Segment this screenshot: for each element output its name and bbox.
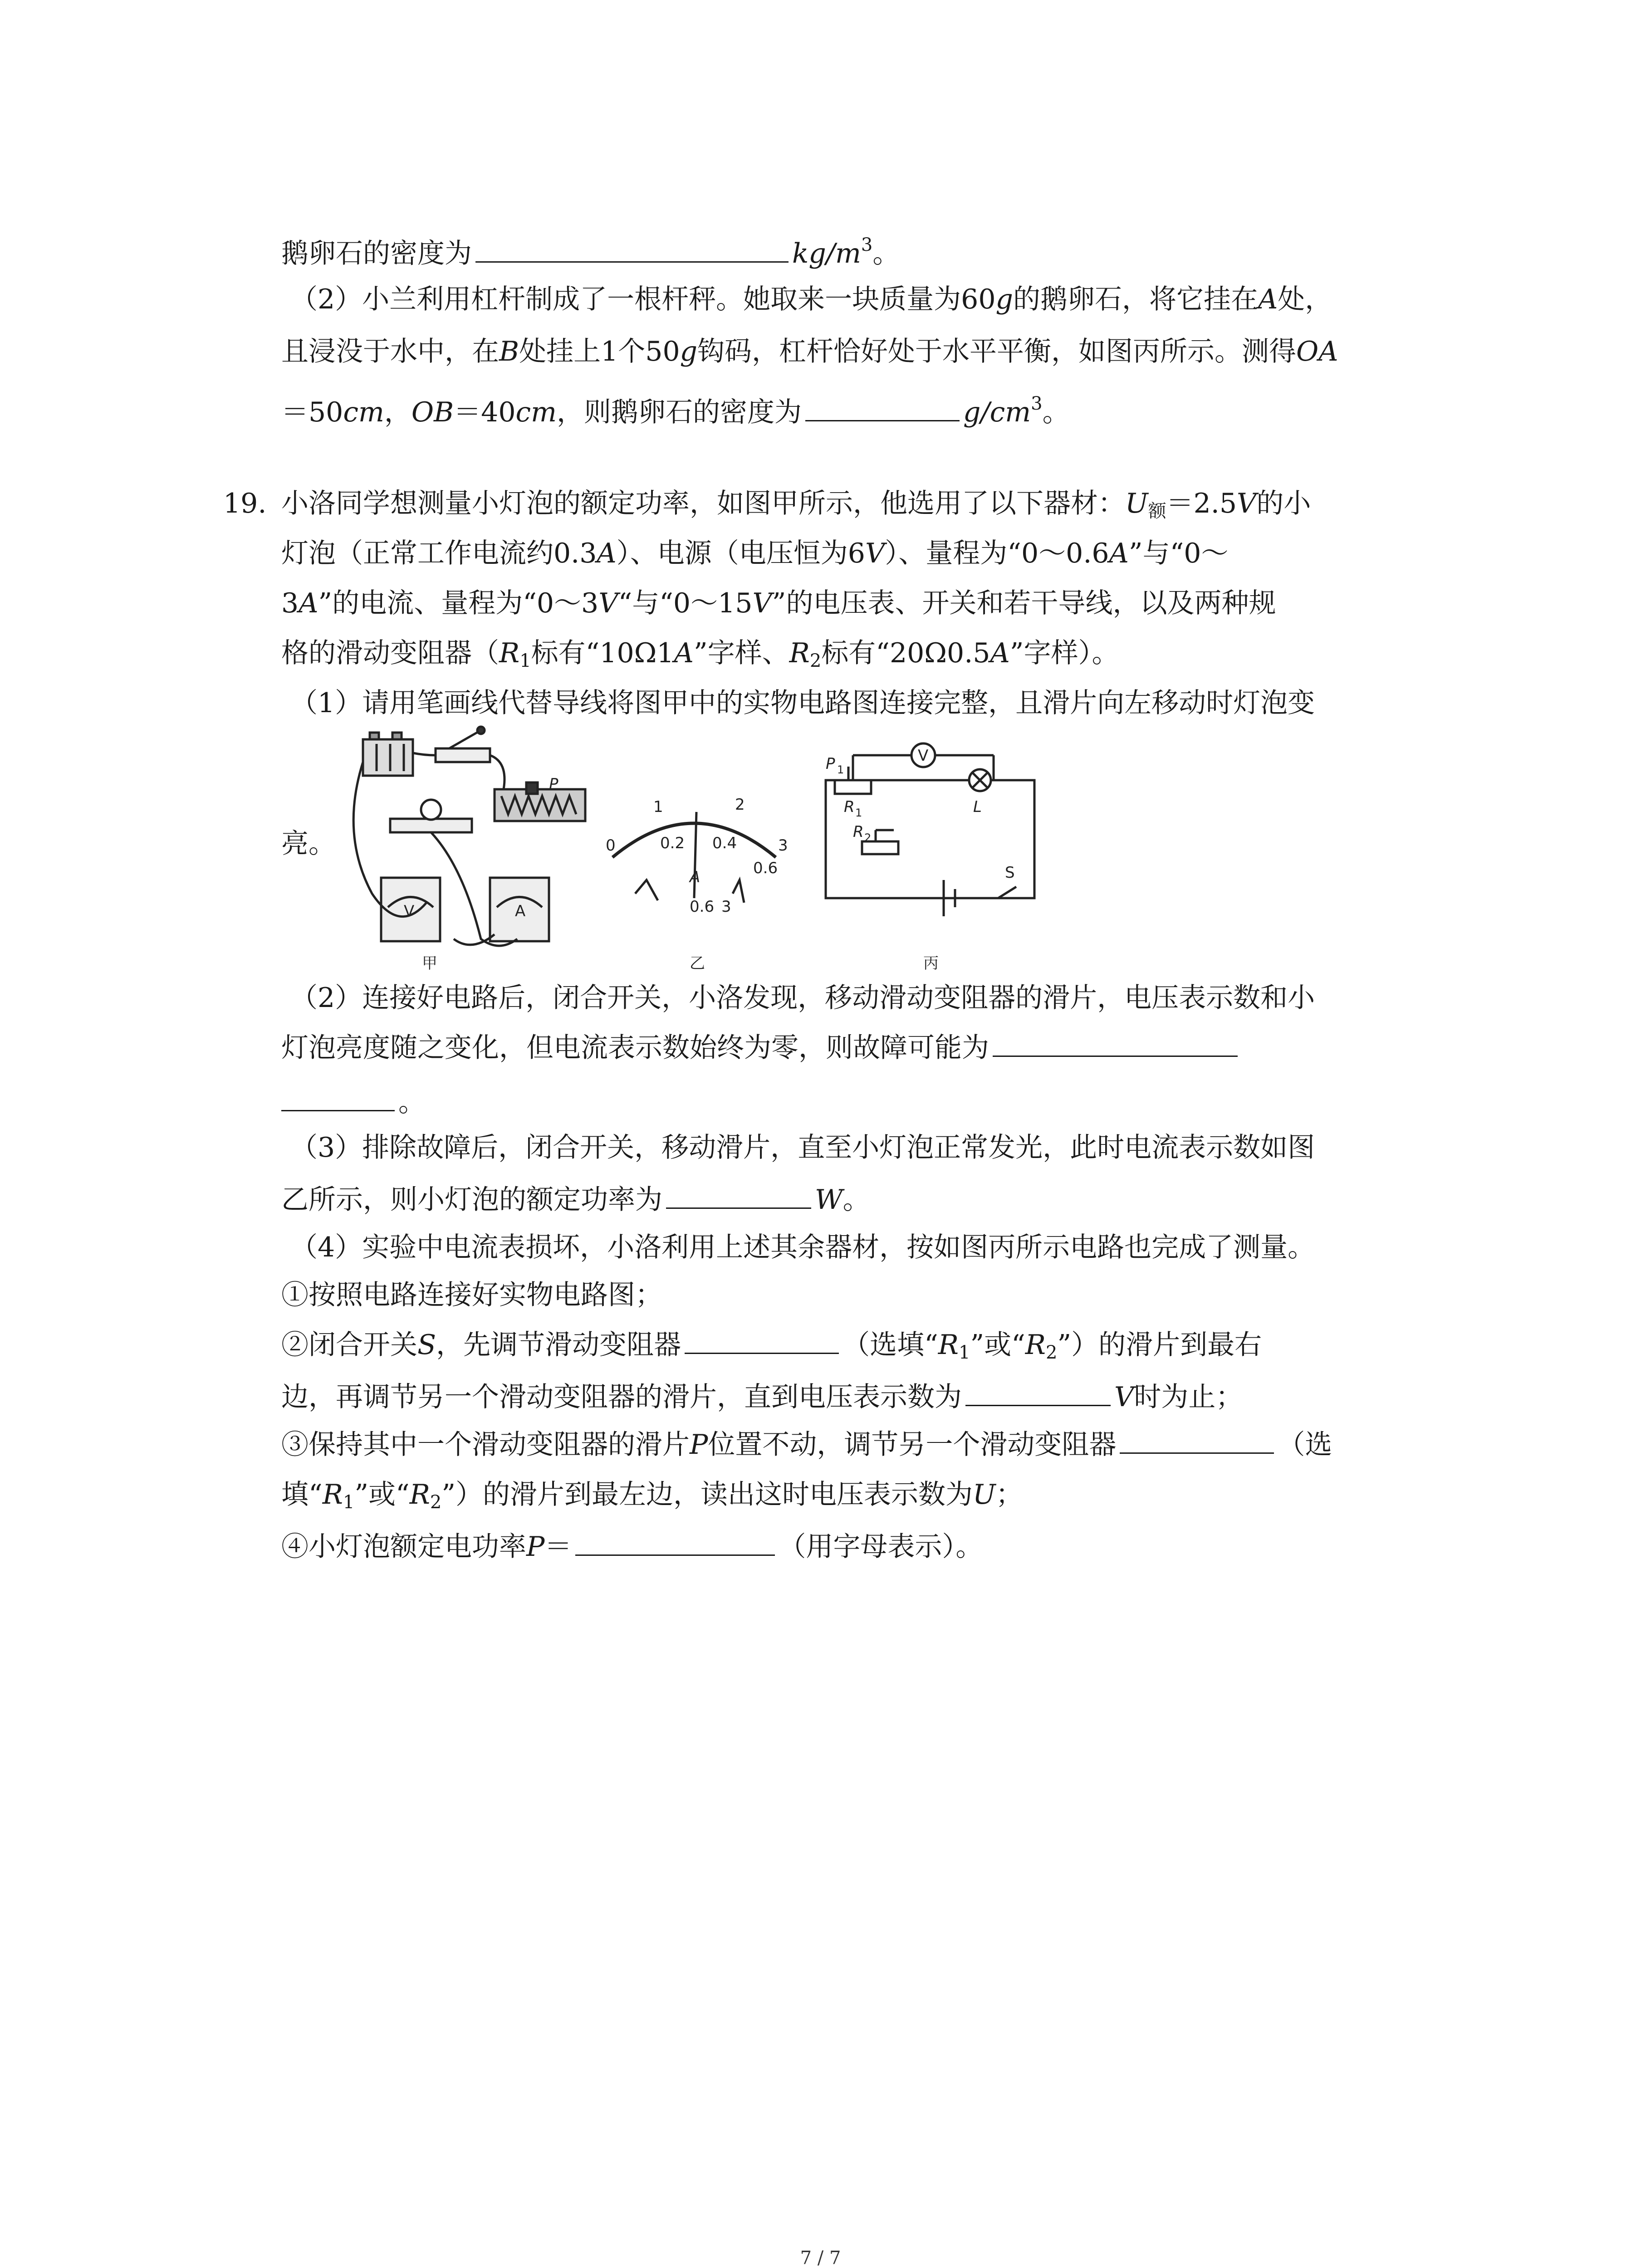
text: 钩码，杠杆恰好处于水平平衡，如图丙所示。测得 bbox=[697, 336, 1297, 367]
figure-label-bing: 丙 bbox=[923, 954, 939, 973]
symbol: OB bbox=[411, 396, 454, 428]
circuit-label: L bbox=[973, 798, 982, 816]
text-line-15 bbox=[281, 1182, 870, 1218]
text-line-21 bbox=[281, 1476, 1023, 1520]
unit: V bbox=[598, 587, 618, 619]
text: ）、电源（电压恒为6 bbox=[616, 538, 865, 569]
unit: V bbox=[752, 587, 772, 619]
meter-tick: 1 bbox=[653, 798, 663, 816]
text-line-20 bbox=[281, 1427, 1332, 1463]
text: 灯泡（正常工作电流约0.3 bbox=[281, 538, 597, 569]
symbol: P bbox=[526, 1531, 545, 1563]
voltmeter-letter: V bbox=[404, 902, 415, 920]
text: 。 bbox=[398, 1086, 426, 1118]
text-line-10: 亮。 bbox=[281, 828, 336, 860]
text-line-5 bbox=[281, 485, 1311, 529]
unit: A bbox=[674, 637, 694, 669]
bulb-icon bbox=[390, 800, 472, 832]
superscript: 3 bbox=[861, 235, 873, 255]
meter-tick: 0.2 bbox=[660, 834, 685, 852]
text: 位置不动，调节另一个滑动变阻器 bbox=[708, 1429, 1117, 1461]
text-line-13 bbox=[281, 1084, 426, 1120]
superscript: 3 bbox=[1031, 393, 1043, 414]
answer-blank[interactable] bbox=[805, 395, 960, 421]
symbol: P bbox=[690, 1429, 708, 1461]
symbol: U bbox=[973, 1479, 996, 1510]
switch-icon bbox=[436, 727, 490, 762]
text: ”的电压表、开关和若干导线，以及两种规 bbox=[772, 587, 1276, 619]
text: 的鹅卵石，将它挂在 bbox=[1013, 284, 1258, 315]
text: 乙所示，则小灯泡的额定功率为 bbox=[281, 1184, 662, 1216]
meter-tick: 3 bbox=[778, 836, 788, 855]
text-line-14: （3）排除故障后，闭合开关，移动滑片，直至小灯泡正常发光，此时电流表示数如图 bbox=[290, 1132, 1315, 1163]
ammeter-dial bbox=[612, 812, 776, 903]
text: ； bbox=[995, 1479, 1023, 1510]
text: （选填“ bbox=[843, 1329, 938, 1361]
text-line-18 bbox=[281, 1327, 1262, 1371]
text: ”字样）。 bbox=[1009, 637, 1119, 669]
meter-unit: A bbox=[690, 868, 700, 886]
unit: kg/m bbox=[792, 238, 861, 269]
meter-tick: 2 bbox=[735, 796, 745, 814]
subscript: 1 bbox=[343, 1492, 355, 1513]
answer-blank[interactable] bbox=[685, 1327, 839, 1354]
text: ＝40 bbox=[454, 396, 516, 428]
text: ④小灯泡额定电功率 bbox=[281, 1531, 526, 1563]
subscript: 1 bbox=[519, 650, 531, 671]
text: 。 bbox=[872, 238, 900, 269]
unit: V bbox=[1114, 1381, 1134, 1413]
symbol: R bbox=[1025, 1329, 1046, 1361]
text: “与“0～15 bbox=[618, 587, 753, 619]
symbol: OA bbox=[1296, 336, 1338, 367]
symbol: R bbox=[789, 637, 810, 669]
subscript: 2 bbox=[430, 1492, 442, 1513]
text-line-22 bbox=[281, 1529, 983, 1565]
text: ＝50 bbox=[281, 396, 343, 428]
text: ”或“ bbox=[354, 1479, 410, 1510]
unit: V bbox=[865, 538, 885, 569]
unit: A bbox=[299, 587, 318, 619]
text: 。 bbox=[843, 1184, 870, 1216]
unit: g bbox=[995, 284, 1013, 315]
battery-icon bbox=[363, 733, 413, 776]
answer-blank[interactable] bbox=[666, 1182, 811, 1209]
circuit-label: P bbox=[826, 755, 835, 773]
text: （选 bbox=[1278, 1429, 1332, 1461]
rheostat-label: P bbox=[549, 775, 558, 793]
meter-terminal: 0.6 bbox=[690, 898, 715, 916]
text: 且浸没于水中，在 bbox=[281, 336, 499, 367]
symbol: B bbox=[499, 336, 519, 367]
text: ）、量程为“0～0.6 bbox=[885, 538, 1109, 569]
symbol: R bbox=[938, 1329, 959, 1361]
unit: A bbox=[990, 637, 1010, 669]
circuit-label: 1 bbox=[855, 807, 862, 819]
text: 处挂上1个50 bbox=[519, 336, 680, 367]
text: （2）小兰利用杠杆制成了一根杆秤。她取来一块质量为60 bbox=[290, 284, 996, 315]
figure-label-yi: 乙 bbox=[690, 954, 705, 973]
unit: A bbox=[597, 538, 617, 569]
text-line-1 bbox=[281, 227, 900, 272]
answer-blank[interactable] bbox=[1120, 1427, 1274, 1454]
text: ＝2.5 bbox=[1166, 488, 1237, 519]
subscript: 额 bbox=[1148, 501, 1166, 522]
text: 标有“10Ω1 bbox=[531, 637, 674, 669]
unit: cm bbox=[343, 396, 384, 428]
unit: A bbox=[1109, 538, 1129, 569]
figure-label-jia: 甲 bbox=[422, 954, 437, 973]
symbol: R bbox=[499, 637, 520, 669]
text: 鹅卵石的密度为 bbox=[281, 238, 472, 269]
text-line-8 bbox=[281, 635, 1119, 679]
text: ③保持其中一个滑动变阻器的滑片 bbox=[281, 1429, 690, 1461]
text-line-19 bbox=[281, 1379, 1243, 1415]
circuit-label: 2 bbox=[864, 831, 872, 844]
subscript: 2 bbox=[809, 650, 822, 671]
subscript: 1 bbox=[958, 1342, 970, 1363]
symbol: R bbox=[409, 1479, 430, 1510]
meter-tick: 0.6 bbox=[753, 859, 778, 877]
text: ，先调节滑动变阻器 bbox=[436, 1329, 681, 1361]
page-number: 7 / 7 bbox=[800, 2248, 841, 2268]
meter-terminal: 3 bbox=[721, 898, 731, 916]
text: ”字样、 bbox=[693, 637, 789, 669]
text-line-17: ①按照电路连接好实物电路图； bbox=[281, 1279, 662, 1311]
question-number: 19. bbox=[223, 488, 267, 519]
text: （用字母表示）。 bbox=[779, 1531, 983, 1563]
meter-tick: 0 bbox=[606, 836, 616, 855]
circuit-label: S bbox=[1005, 864, 1015, 882]
text-line-16: （4）实验中电流表损坏，小洛利用上述其余器材，按如图丙所示电路也完成了测量。 bbox=[290, 1232, 1315, 1263]
answer-blank[interactable] bbox=[281, 1085, 395, 1111]
circuit-label: V bbox=[918, 747, 929, 765]
unit: cm bbox=[515, 396, 557, 428]
unit: V bbox=[1237, 488, 1257, 519]
symbol: A bbox=[1258, 284, 1278, 315]
symbol: U bbox=[1125, 488, 1148, 519]
text: ”）的滑片到最右 bbox=[1057, 1329, 1262, 1361]
unit: g/cm bbox=[963, 396, 1031, 428]
unit: W bbox=[815, 1184, 843, 1216]
text-line-3 bbox=[281, 333, 1338, 370]
text-line-9: （1）请用笔画线代替导线将图甲中的实物电路图连接完整，且滑片向左移动时灯泡变 bbox=[290, 687, 1315, 719]
answer-blank[interactable] bbox=[993, 1030, 1238, 1057]
ammeter-letter: A bbox=[515, 902, 526, 920]
text-line-7 bbox=[281, 585, 1276, 621]
rheostat-icon bbox=[495, 782, 585, 821]
text: ”与“0～ bbox=[1128, 538, 1229, 569]
text-line-11: （2）连接好电路后，闭合开关，小洛发现，移动滑动变阻器的滑片，电压表示数和小 bbox=[290, 982, 1315, 1014]
circuit-label: R bbox=[844, 798, 855, 816]
text: 。 bbox=[1042, 396, 1070, 428]
text-line-6 bbox=[281, 535, 1228, 572]
text: 的小 bbox=[1256, 488, 1311, 519]
text: ”的电流、量程为“0～3 bbox=[318, 587, 599, 619]
text: ＝ bbox=[544, 1531, 572, 1563]
circuit-label: 1 bbox=[837, 763, 844, 776]
answer-blank[interactable] bbox=[965, 1379, 1111, 1406]
text: ②闭合开关 bbox=[281, 1329, 417, 1361]
text-line-4 bbox=[281, 386, 1070, 430]
text: 处， bbox=[1278, 284, 1332, 315]
circuit-label: R bbox=[853, 823, 864, 841]
meter-tick: 0.4 bbox=[712, 834, 737, 852]
text: 标有“20Ω0.5 bbox=[821, 637, 990, 669]
text: 格的滑动变阻器（ bbox=[281, 637, 499, 669]
answer-blank[interactable] bbox=[475, 236, 789, 263]
text: ， bbox=[384, 396, 411, 428]
symbol: R bbox=[322, 1479, 343, 1510]
text: 小洛同学想测量小灯泡的额定功率，如图甲所示，他选用了以下器材： bbox=[281, 488, 1125, 519]
unit: g bbox=[680, 336, 698, 367]
circuit-figure bbox=[345, 721, 1071, 975]
text: 边，再调节另一个滑动变阻器的滑片，直到电压表示数为 bbox=[281, 1381, 962, 1413]
text: 灯泡亮度随之变化，但电流表示数始终为零，则故障可能为 bbox=[281, 1032, 989, 1064]
text-line-2 bbox=[290, 281, 1332, 318]
text-line-12 bbox=[281, 1030, 1241, 1066]
text: 3 bbox=[281, 587, 299, 619]
text: ，则鹅卵石的密度为 bbox=[557, 396, 802, 428]
text: ”或“ bbox=[970, 1329, 1025, 1361]
subscript: 2 bbox=[1045, 1342, 1058, 1363]
text: ”）的滑片到最左边，读出这时电压表示数为 bbox=[441, 1479, 973, 1510]
symbol: S bbox=[417, 1329, 436, 1361]
text: 填“ bbox=[281, 1479, 323, 1510]
answer-blank[interactable] bbox=[575, 1529, 775, 1556]
text: 时为止； bbox=[1134, 1381, 1243, 1413]
